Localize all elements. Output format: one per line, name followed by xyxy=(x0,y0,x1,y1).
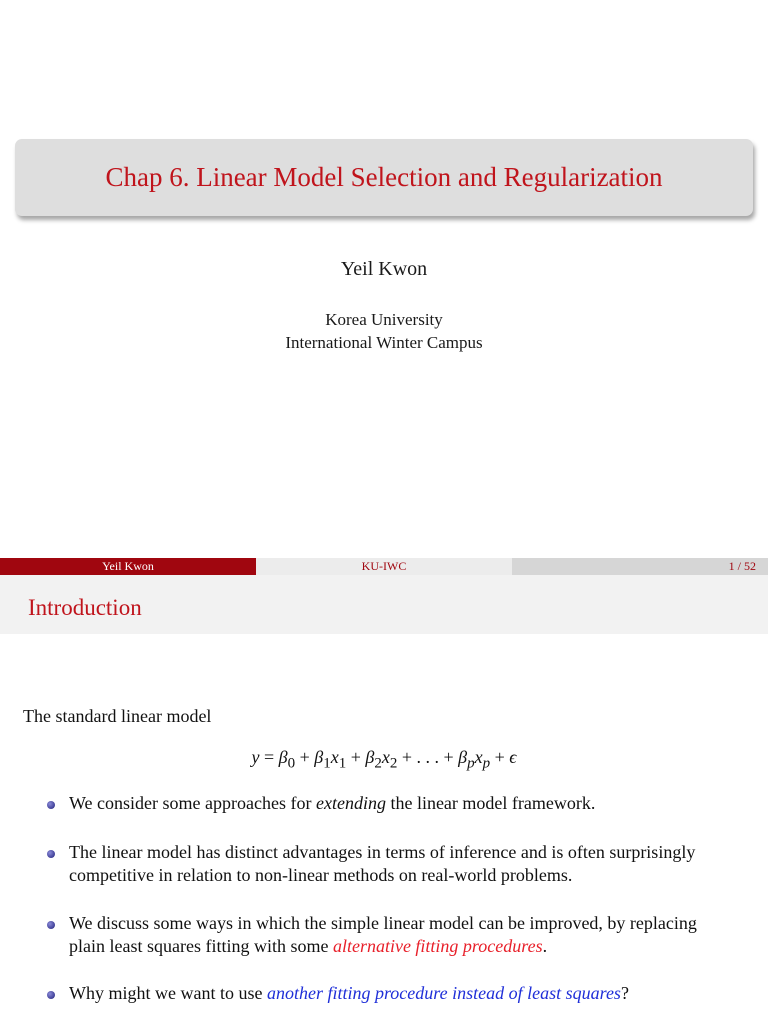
emphasis-text: extending xyxy=(315,793,386,813)
bullet-icon xyxy=(47,850,55,858)
bullet-text: . xyxy=(542,936,548,956)
footer-page-number: 1 / 52 xyxy=(512,558,768,575)
author-name: Yeil Kwon xyxy=(340,258,428,280)
list-item xyxy=(0,912,768,958)
bullet-text: The linear model has distinct advantages in terms of inference and is often surprisingly competitive in relation to non-linear methods on real-world problems. xyxy=(69,842,696,885)
frame-title: Introduction xyxy=(28,595,142,620)
bullet-icon xyxy=(47,921,55,929)
bullet-text: We discuss some ways in which the simple linear model can be improved, by replacing plain least squares fitting with some xyxy=(69,913,697,956)
bullet-icon xyxy=(47,801,55,809)
footer-author: Yeil Kwon xyxy=(0,558,256,575)
bullet-text: the linear model framework. xyxy=(385,793,596,813)
highlight-red-text: alternative fitting procedures xyxy=(332,936,543,956)
title-box xyxy=(15,139,753,216)
slide-title: Chap 6. Linear Model Selection and Regularization xyxy=(105,162,663,192)
bullet-text: Why might we want to use xyxy=(69,983,267,1003)
institution-line-2: International Winter Campus xyxy=(285,333,483,352)
bullet-list xyxy=(0,790,768,1005)
bullet-icon xyxy=(47,991,55,999)
footer-short-title: KU-IWC xyxy=(256,558,512,575)
list-item xyxy=(0,841,768,887)
highlight-blue-text: another fitting procedure instead of least squares xyxy=(266,983,621,1003)
slide-footer xyxy=(0,558,768,575)
bullet-text: ? xyxy=(620,983,629,1003)
frame-header xyxy=(0,575,768,634)
list-item xyxy=(0,982,768,1005)
bullet-text: We consider some approaches for xyxy=(69,793,316,813)
institution-line-1: Korea University xyxy=(325,310,443,329)
list-item xyxy=(0,792,768,815)
linear-model-equation: $y = \beta_0 + \beta_1x_1 + \beta_2x_2$ + . . . + $\beta_px_p + \epsilon$ xyxy=(251,747,517,772)
intro-text: The standard linear model xyxy=(23,706,212,726)
